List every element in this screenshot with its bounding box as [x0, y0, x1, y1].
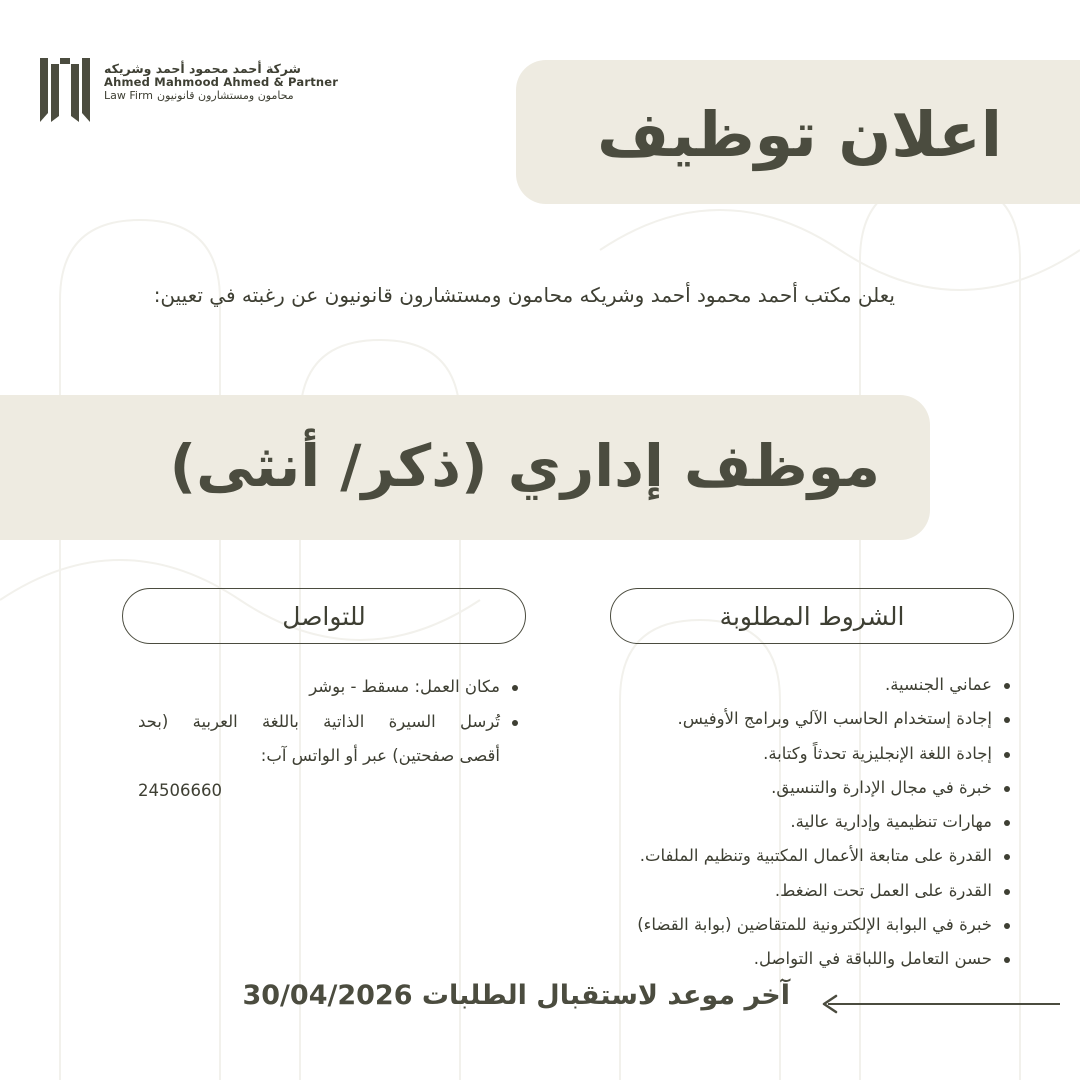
list-item: القدرة على متابعة الأعمال المكتبية وتنظيم الملفات. — [550, 839, 1010, 873]
list-item: عماني الجنسية. — [550, 668, 1010, 702]
application-deadline — [242, 980, 790, 1011]
work-location-item — [138, 670, 518, 705]
arrow-left-icon — [820, 992, 1060, 1016]
company-name-arabic: شركة أحمد محمود أحمد وشريكه — [104, 61, 301, 76]
law-firm-columns-icon — [40, 58, 90, 122]
company-logo — [40, 58, 340, 128]
cv-instructions-line-1: تُرسل السيرة الذاتية باللغة العربية (بحد — [138, 711, 500, 731]
list-item: مهارات تنظيمية وإدارية عالية. — [550, 805, 1010, 839]
contact-list — [138, 670, 518, 808]
list-item: خبرة في مجال الإدارة والتنسيق. — [550, 771, 1010, 805]
list-item: إجادة إستخدام الحاسب الآلي وبرامج الأوفيس. — [550, 702, 1010, 736]
deadline-date: 30/04/2026 — [242, 980, 413, 1011]
announcement-title: اعلان توظيف — [597, 98, 1002, 171]
list-item: إجادة اللغة الإنجليزية تحدثاً وكتابة. — [550, 737, 1010, 771]
tagline-arabic: محامون ومستشارون قانونيون — [157, 88, 294, 102]
contact-heading: للتواصل — [122, 588, 526, 644]
list-item: القدرة على العمل تحت الضغط. — [550, 874, 1010, 908]
tagline-english: Law Firm — [104, 88, 153, 102]
cv-instructions-line-2: أقصى صفحتين) عبر أو الواتس آب: — [260, 746, 500, 765]
intro-text: يعلن مكتب أحمد محمود أحمد وشريكه محامون ومستشارون قانونيون عن رغبته في تعيين: — [153, 283, 895, 307]
requirements-list — [550, 668, 1010, 977]
deadline-label: آخر موعد لاستقبال الطلبات — [421, 980, 790, 1011]
cv-instructions-item — [138, 705, 518, 809]
company-tagline — [104, 90, 338, 103]
company-name-english: Ahmed Mahmood Ahmed & Partner — [104, 75, 339, 90]
whatsapp-number[interactable]: 24506660 — [138, 780, 222, 800]
work-location: مكان العمل: مسقط - بوشر — [309, 677, 500, 696]
job-title: موظف إداري (ذكر/ أنثى) — [169, 432, 880, 500]
list-item: حسن التعامل واللباقة في التواصل. — [550, 942, 1010, 976]
requirements-heading: الشروط المطلوبة — [610, 588, 1014, 644]
list-item: خبرة في البوابة الإلكترونية للمتقاضين (بوابة القضاء) — [550, 908, 1010, 942]
